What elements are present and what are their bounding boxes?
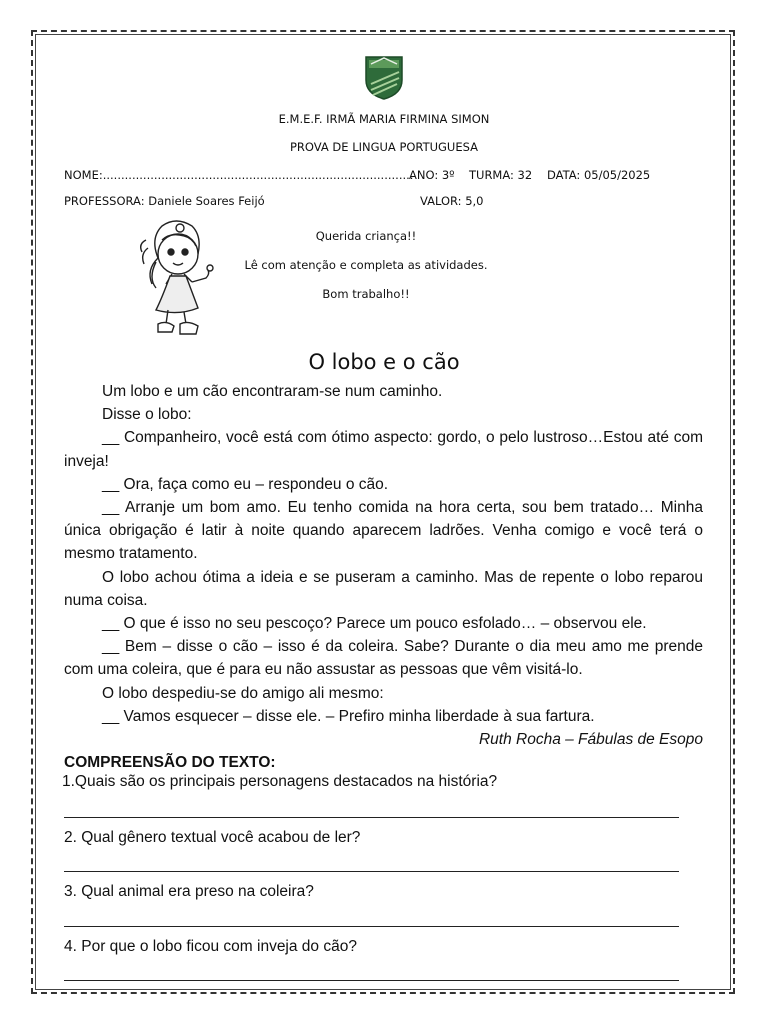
answer-line-4[interactable] bbox=[64, 980, 679, 981]
story-author: Ruth Rocha – Fábulas de Esopo bbox=[478, 731, 703, 749]
class-label: TURMA: 32 bbox=[469, 168, 533, 182]
comprehension-heading: COMPREENSÃO DO TEXTO: bbox=[64, 754, 276, 771]
greeting-line-3: Bom trabalho!! bbox=[322, 287, 410, 301]
answer-line-2[interactable] bbox=[64, 871, 679, 872]
year-label: ANO: 3º bbox=[409, 168, 455, 182]
story-text bbox=[64, 380, 703, 751]
greeting-line-2: Lê com atenção e completa as atividades. bbox=[244, 258, 488, 272]
question-4: 4. Por que o lobo ficou com inveja do cão? bbox=[64, 938, 357, 955]
school-name: E.M.E.F. IRMÃ MARIA FIRMINA SIMON bbox=[278, 112, 490, 126]
answer-line-1[interactable] bbox=[64, 817, 679, 818]
teacher-label: PROFESSORA: Daniele Soares Feijó bbox=[64, 194, 265, 208]
story-paragraph: __ Arranje um bom amo. Eu tenho comida na hora certa, sou bem tratado… Minha única obrigação é latir à noite quando aparecem ladrões. Venha comigo e você terá o mesmo tratamento. bbox=[64, 499, 703, 563]
answer-line-3[interactable] bbox=[64, 926, 679, 927]
question-1: 1.Quais são os principais personagens destacados na história? bbox=[62, 773, 498, 790]
question-2: 2. Qual gênero textual você acabou de ler? bbox=[64, 829, 361, 846]
exam-title: PROVA DE LINGUA PORTUGUESA bbox=[289, 140, 478, 154]
story-paragraph: __ Vamos esquecer – disse ele. – Prefiro minha liberdade à sua fartura. bbox=[102, 707, 595, 725]
story-paragraph: O lobo achou ótima a ideia e se puseram a caminho. Mas de repente o lobo reparou numa coisa. bbox=[64, 568, 703, 609]
story-paragraph: Um lobo e um cão encontraram-se num caminho. bbox=[102, 383, 443, 400]
story-paragraph: O lobo despediu-se do amigo ali mesmo: bbox=[102, 684, 384, 702]
name-field[interactable]: NOME:..................................................................................... bbox=[64, 168, 414, 182]
story-paragraph: __ Companheiro, você está com ótimo aspecto: gordo, o pelo lustroso…Estou até com inveja! bbox=[64, 429, 703, 470]
question-3: 3. Qual animal era preso na coleira? bbox=[64, 883, 314, 900]
date-label: DATA: 05/05/2025 bbox=[547, 168, 651, 182]
story-paragraph: __ O que é isso no seu pescoço? Parece um pouco esfolado… – observou ele. bbox=[102, 615, 647, 633]
story-paragraph: Disse o lobo: bbox=[102, 406, 192, 424]
story-paragraph: __ Ora, faça como eu – respondeu o cão. bbox=[102, 475, 389, 493]
story-title: O lobo e o cão bbox=[308, 350, 460, 374]
greeting-line-1: Querida criança!! bbox=[315, 229, 417, 243]
value-label: VALOR: 5,0 bbox=[420, 194, 484, 208]
school-logo bbox=[363, 54, 405, 100]
story-paragraph: __ Bem – disse o cão – isso é da coleira. Sabe? Durante o dia meu amo me prende com uma coleira, que é para eu não assustar as pessoas que vêm visitá-lo. bbox=[64, 638, 703, 679]
